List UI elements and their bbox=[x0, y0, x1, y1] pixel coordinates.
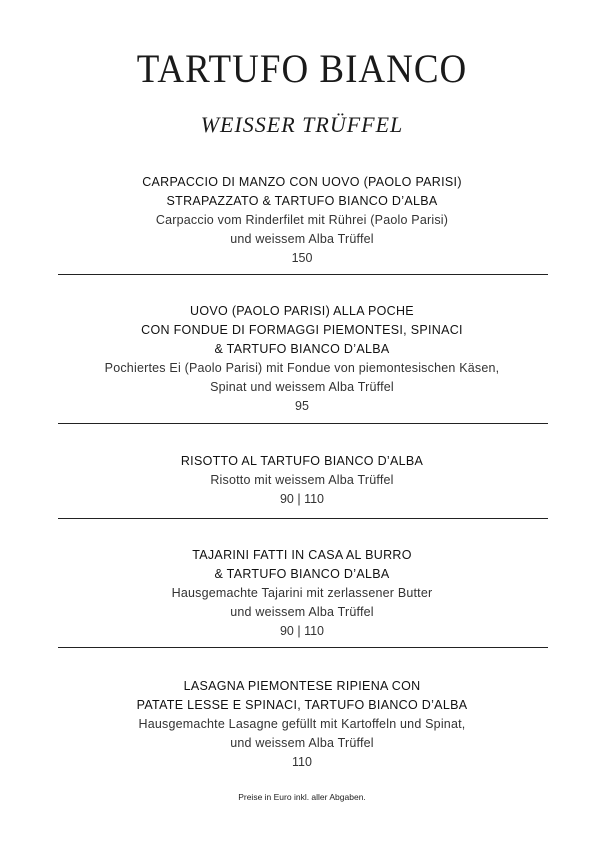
dish-name-line: & TARTUFO BIANCO D’ALBA bbox=[214, 342, 390, 356]
divider bbox=[58, 647, 548, 648]
dish-description-line: und weissem Alba Trüffel bbox=[230, 736, 374, 750]
menu-item-uovo bbox=[0, 302, 604, 416]
divider bbox=[58, 423, 548, 424]
dish-price: 90 | 110 bbox=[279, 624, 325, 638]
menu-item-risotto bbox=[0, 452, 604, 509]
dish-description-line: Hausgemachte Lasagne gefüllt mit Kartoffeln und Spinat, bbox=[138, 717, 466, 731]
dish-name-line: CON FONDUE DI FORMAGGI PIEMONTESI, SPINACI bbox=[141, 323, 463, 337]
dish-name-line: UOVO (PAOLO PARISI) ALLA POCHE bbox=[190, 304, 414, 318]
dish-description-line: Carpaccio vom Rinderfilet mit Rührei (Paolo Parisi) bbox=[155, 213, 449, 227]
dish-price: 110 bbox=[292, 755, 312, 769]
dish-name-line: PATATE LESSE E SPINACI, TARTUFO BIANCO D’ALBA bbox=[136, 698, 468, 712]
dish-description-line: Risotto mit weissem Alba Trüffel bbox=[210, 473, 394, 487]
menu-item-lasagna bbox=[0, 677, 604, 772]
dish-price: 95 bbox=[295, 399, 309, 413]
menu-item-carpaccio bbox=[0, 173, 604, 268]
menu-subtitle: WEISSER TRÜFFEL bbox=[200, 112, 404, 137]
dish-name-line: RISOTTO AL TARTUFO BIANCO D’ALBA bbox=[180, 454, 424, 468]
dish-description-line: Hausgemachte Tajarini mit zerlassener Butter bbox=[171, 586, 433, 600]
dish-description-line: und weissem Alba Trüffel bbox=[230, 232, 374, 246]
dish-name-line: CARPACCIO DI MANZO CON UOVO (PAOLO PARISI) bbox=[142, 175, 462, 189]
dish-name-line: TAJARINI FATTI IN CASA AL BURRO bbox=[192, 548, 412, 562]
divider bbox=[58, 518, 548, 519]
menu-item-tajarini bbox=[0, 546, 604, 641]
dish-name-line: STRAPAZZATO & TARTUFO BIANCO D’ALBA bbox=[166, 194, 438, 208]
dish-description-line: Pochiertes Ei (Paolo Parisi) mit Fondue von piemontesischen Käsen, bbox=[104, 361, 500, 375]
dish-price: 90 | 110 bbox=[279, 492, 325, 506]
price-note: Preise in Euro inkl. aller Abgaben. bbox=[238, 792, 366, 802]
dish-description-line: Spinat und weissem Alba Trüffel bbox=[210, 380, 394, 394]
dish-price: 150 bbox=[291, 251, 313, 265]
dish-description-line: und weissem Alba Trüffel bbox=[230, 605, 374, 619]
divider bbox=[58, 274, 548, 275]
menu-title: TARTUFO BIANCO bbox=[136, 47, 468, 92]
dish-name-line: LASAGNA PIEMONTESE RIPIENA CON bbox=[183, 679, 421, 693]
dish-name-line: & TARTUFO BIANCO D’ALBA bbox=[214, 567, 390, 581]
